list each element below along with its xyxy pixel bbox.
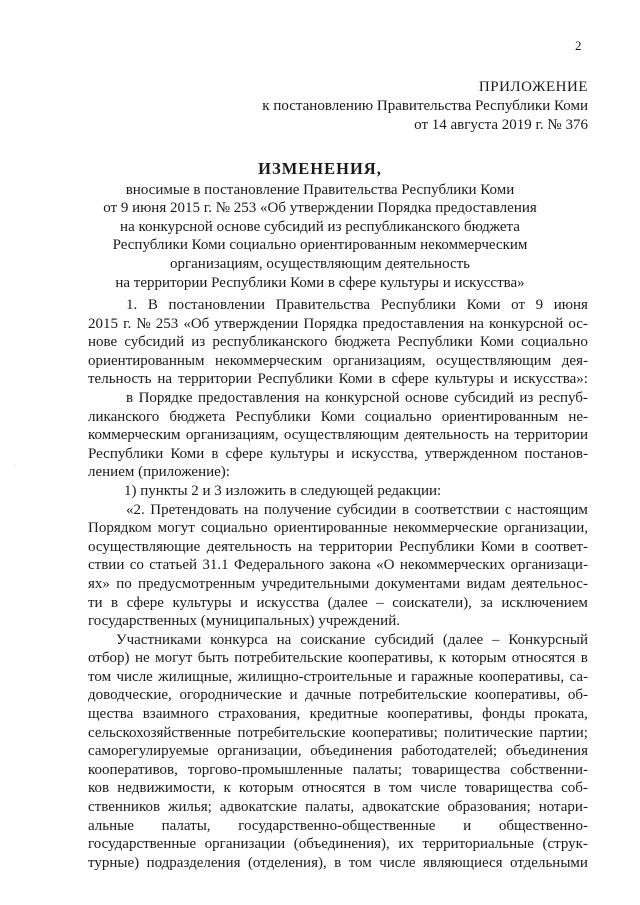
body-word: субсидий (374, 631, 435, 648)
body-word: работодателей; (401, 743, 498, 760)
body-word: числе (116, 668, 153, 685)
body-line (88, 556, 588, 575)
body-word: кооперативы; (351, 724, 438, 741)
body-word: 9 (535, 297, 544, 313)
body-word: настоящим (517, 501, 588, 518)
body-word: которым (238, 780, 294, 797)
body-word: кооперативы, (347, 650, 434, 667)
body-word: № (136, 315, 151, 332)
body-word: респуб- (538, 389, 588, 406)
body-word: ти (88, 594, 103, 611)
body-word: товарищества (464, 780, 553, 797)
body-line (88, 408, 588, 427)
body-word: ос- (568, 315, 588, 332)
body-word: жилья; (168, 799, 212, 816)
body-word: предусмотренным (138, 575, 256, 592)
body-word: социально (200, 520, 268, 537)
body-word: Федерального (234, 557, 325, 574)
body-word: соб- (561, 780, 588, 797)
body-word: искусства»: (513, 371, 588, 388)
body-word: к (438, 650, 447, 667)
body-line: 1) пункты 2 и 3 изложить в следующей редакции: (124, 482, 442, 499)
body-word: тельность (88, 371, 152, 388)
body-word: (объединения), (293, 836, 390, 853)
body-word: Коми (170, 445, 205, 462)
body-line (88, 779, 588, 798)
body-word: и (289, 687, 298, 704)
changes-subtitle-line: организациям, осуществляющим деятельность (170, 255, 470, 272)
body-word: территории (319, 538, 393, 555)
body-word: кредитные (309, 706, 378, 723)
body-word: Республики (88, 445, 164, 462)
body-word: конкурса (210, 631, 268, 648)
body-word: постанов- (524, 445, 588, 462)
body-word: некоммерческие (393, 520, 498, 537)
body-word: культуры (434, 371, 494, 388)
body-line (88, 575, 588, 594)
body-word: ориентированным (441, 408, 559, 425)
body-word: доводческие, (88, 687, 172, 704)
body-word: партии; (539, 724, 588, 741)
body-line (88, 352, 588, 371)
body-word: отдельными (510, 854, 588, 871)
body-word: не (134, 650, 150, 667)
body-line (88, 538, 588, 557)
body-word: ликанского (88, 408, 160, 425)
body-word: общественно- (498, 817, 588, 834)
body-word: организаци- (510, 557, 588, 574)
body-word: в (401, 501, 410, 518)
body-word: политические (444, 724, 533, 741)
appendix-line: к постановлению Правительства Республики Коми (262, 98, 588, 114)
body-word: соответствии (414, 501, 500, 518)
body-line (88, 724, 588, 743)
body-word: ях» (88, 575, 110, 592)
body-word: «Об (183, 315, 210, 332)
body-word: турные) (88, 854, 140, 871)
body-word: кооперативы, (387, 706, 473, 723)
body-word: деятельность (206, 538, 292, 555)
body-word: бюджета (169, 408, 226, 425)
body-word: собственни- (510, 761, 588, 778)
body-word: по (116, 575, 132, 592)
body-word: ственников (88, 799, 161, 816)
body-word: в (211, 445, 219, 462)
body-word: на (243, 501, 259, 518)
body-word: Правительства (275, 297, 371, 313)
body-line (88, 798, 588, 817)
body-word: государственно-общественные (238, 817, 436, 834)
body-word: деятельнос- (511, 575, 588, 592)
body-word: в (373, 780, 381, 797)
body-word: Республики (235, 408, 311, 425)
body-word: субсидий (124, 334, 185, 351)
body-line (88, 742, 588, 761)
body-word: учредительными (261, 575, 370, 592)
body-word: Коми (338, 371, 373, 388)
body-word: организации (204, 836, 286, 853)
body-word: могут (157, 520, 195, 537)
body-word: Порядка (303, 315, 358, 332)
changes-subtitle-line: на конкурсной основе субсидий из республиканского бюджета (120, 218, 520, 235)
body-word: которым (451, 650, 507, 667)
body-word: В (147, 297, 158, 313)
body-word: относятся (511, 650, 576, 667)
body-word: субсидии (336, 501, 397, 518)
body-word: июня (553, 297, 588, 313)
body-line (88, 761, 588, 780)
body-word: са- (569, 668, 588, 685)
body-word: за (480, 594, 493, 611)
body-word: жилищно-строительные (237, 668, 393, 685)
body-word: со (129, 557, 144, 574)
body-word: утвержденном (424, 445, 518, 462)
body-word: торгово-промышленные (187, 761, 343, 778)
body-word: искусства (256, 594, 320, 611)
body-word: и (336, 445, 345, 462)
body-word: саморегулируемые (88, 743, 209, 760)
body-word: кооперативы, (478, 668, 565, 685)
body-word: (далее (327, 594, 368, 611)
changes-subtitle-line: на территории Республики Коми в сфере культуры и искусства» (115, 274, 525, 291)
body-word: из (191, 334, 206, 351)
body-word: Порядке (138, 389, 193, 406)
body-word: исключением (501, 594, 588, 611)
body-word: адвокатские (362, 799, 440, 816)
body-word: социально (521, 334, 588, 351)
body-word: государственные (88, 836, 197, 853)
body-line (88, 817, 588, 836)
body-word: образования; (447, 799, 531, 816)
body-word: на (494, 427, 510, 444)
body-word: некоммерческих (399, 557, 506, 574)
body-word: ков (88, 780, 110, 797)
scan-mark: · (14, 462, 17, 471)
body-word: потребительские (237, 724, 346, 741)
body-line: лением (приложение): (88, 464, 230, 481)
body-word: коммерческим (88, 427, 181, 444)
body-word: осуществляющим (436, 352, 552, 369)
page-number: 2 (575, 38, 582, 53)
body-word: ориентированным (88, 352, 205, 369)
body-line (88, 668, 588, 687)
body-word: республиканского (212, 334, 328, 351)
body-word: альные (88, 817, 134, 834)
body-word: Коми (466, 297, 501, 313)
body-word: кооперативы, (474, 687, 561, 704)
body-word: конкурсной (325, 389, 400, 406)
body-line (88, 296, 588, 315)
body-word: объединения (310, 743, 393, 760)
body-line (88, 835, 588, 854)
body-line (88, 519, 588, 538)
body-word: к (223, 780, 231, 797)
body-word: фонды (482, 706, 526, 723)
body-word: потребительские (234, 650, 343, 667)
body-word: 2015 (88, 315, 118, 332)
body-word: сельскохозяйственные (88, 724, 232, 741)
body-word: жилищные, (158, 668, 233, 685)
body-word: организации, (217, 743, 302, 760)
body-word: Республики (380, 297, 456, 313)
body-line (88, 631, 588, 650)
body-word: на (297, 538, 313, 555)
body-word: быть (197, 650, 229, 667)
body-word: проката, (534, 706, 588, 723)
changes-subtitle-line: от 9 июня 2015 г. № 253 «Об утверждении Порядка предоставления (103, 200, 537, 217)
body-word: дачные (305, 687, 352, 704)
body-word: числе (420, 780, 457, 797)
body-word: нове (88, 334, 118, 351)
body-word: Коми (479, 334, 514, 351)
body-word: подразделения (146, 854, 241, 871)
body-word: соискание (300, 631, 366, 648)
body-word: (отделения), (247, 854, 327, 871)
body-word: сфере (391, 371, 429, 388)
body-word: потребительские (358, 687, 467, 704)
body-word: могут (155, 650, 193, 667)
body-word: «2. (126, 501, 145, 518)
body-word: сфере (126, 594, 164, 611)
body-word: палаты, (305, 799, 355, 816)
body-line (88, 315, 588, 334)
body-word: от (511, 297, 526, 313)
body-word: не- (568, 408, 588, 425)
body-word: ориентированные (273, 520, 388, 537)
body-word: организациям, (332, 352, 426, 369)
body-line: государственных (муниципальных) учреждений. (88, 613, 400, 630)
document-body (88, 296, 588, 872)
body-word: числе (379, 854, 416, 871)
changes-subtitle-line: Республики Коми социально ориентированным некоммерческим (112, 237, 528, 254)
changes-title: ИЗМЕНЕНИЯ, (258, 159, 382, 178)
body-word: культуры (172, 594, 232, 611)
body-word: видам (466, 575, 506, 592)
body-word: утверждении (214, 315, 299, 332)
body-word: бюджета (334, 334, 391, 351)
body-word: соответ- (534, 538, 588, 555)
body-word: с (504, 501, 512, 518)
changes-heading (60, 160, 580, 292)
body-word: недвижимости, (117, 780, 216, 797)
body-word: и (240, 594, 249, 611)
body-word: основе (404, 389, 449, 406)
body-word: сфере (225, 445, 263, 462)
body-word: организациям, (185, 427, 279, 444)
body-word: осуществляющие (88, 538, 201, 555)
body-word: палаты, (161, 817, 211, 834)
appendix-header (262, 78, 588, 135)
appendix-line: от 14 августа 2019 г. № 376 (414, 117, 588, 133)
body-word: конкурсной (488, 315, 564, 332)
body-word: являющиеся (423, 854, 503, 871)
body-word: 1. (126, 297, 138, 313)
body-line (88, 649, 588, 668)
body-word: ствии (88, 557, 125, 574)
appendix-title: ПРИЛОЖЕНИЕ (478, 79, 588, 95)
body-word: в (126, 389, 134, 406)
body-word: Порядком (88, 520, 152, 537)
body-word: «О (376, 557, 395, 574)
body-word: товарищества (412, 761, 501, 778)
body-word: организации, (503, 520, 588, 537)
body-line (88, 426, 588, 445)
body-line (88, 333, 588, 352)
body-line (88, 594, 588, 613)
body-word: страхования, (218, 706, 301, 723)
body-word: закона (329, 557, 371, 574)
body-word: относятся (301, 780, 366, 797)
body-word: субсидий (454, 389, 514, 406)
body-word: – (491, 631, 500, 648)
body-word: территориальные (422, 836, 534, 853)
body-word: 253 (155, 315, 179, 332)
body-word: предоставления (362, 315, 465, 332)
body-word: получение (263, 501, 332, 518)
body-word: статьей (149, 557, 198, 574)
body-word: на (304, 389, 320, 406)
body-word: постановлении (168, 297, 266, 313)
body-word: в (521, 538, 529, 555)
body-line (88, 389, 588, 408)
body-word: социально (364, 408, 432, 425)
body-word: гаражные (411, 668, 474, 685)
body-word: – (376, 594, 384, 611)
body-word: 31.1 (202, 557, 229, 574)
body-word: об- (567, 687, 588, 704)
body-word: в (334, 854, 342, 871)
body-line (88, 686, 588, 705)
body-word: отбор) (88, 650, 130, 667)
body-line (88, 854, 588, 873)
body-word: из (519, 389, 534, 406)
body-word: на (157, 371, 173, 388)
body-line (88, 705, 588, 724)
body-word: Республики (399, 538, 475, 555)
body-word: искусства, (351, 445, 418, 462)
body-word: предоставления (197, 389, 300, 406)
body-line (88, 370, 588, 389)
body-word: кооперативов, (88, 761, 178, 778)
body-word: и (499, 371, 508, 388)
body-word: Коми (320, 408, 355, 425)
body-word: палаты; (352, 761, 403, 778)
body-word: объединения (505, 743, 588, 760)
body-word: территории (514, 427, 588, 444)
body-word: и (463, 817, 472, 834)
body-word: нотари- (538, 799, 588, 816)
body-word: том (388, 780, 412, 797)
body-word: на (469, 315, 484, 332)
body-word: том (348, 854, 372, 871)
body-line (88, 501, 588, 520)
body-word: в (111, 594, 119, 611)
body-word: их (398, 836, 414, 853)
body-word: г. (123, 315, 132, 332)
body-word: в (580, 650, 588, 667)
body-word: Претендовать (150, 501, 239, 518)
body-word: Республики (257, 371, 333, 388)
body-word: на (276, 631, 292, 648)
body-word: и (397, 668, 406, 685)
body-line (88, 445, 588, 464)
body-word: дея- (561, 352, 588, 369)
body-word: Участниками (116, 631, 202, 648)
body-word: соискатели), (392, 594, 472, 611)
body-word: осуществляющим (283, 427, 400, 444)
body-word: в (378, 371, 386, 388)
body-word: взаимного (142, 706, 209, 723)
body-word: (струк- (542, 836, 588, 853)
body-word: территории (177, 371, 252, 388)
body-word: Коми (480, 538, 515, 555)
body-word: Республики (397, 334, 473, 351)
body-word: культуры (269, 445, 330, 462)
body-word: Конкурсный (508, 631, 588, 648)
body-word: адвокатские (219, 799, 298, 816)
body-word: документами (375, 575, 461, 592)
body-word: деятельность (404, 427, 490, 444)
changes-subtitle-line: вносимые в постановление Правительства Республики Коми (125, 181, 515, 198)
body-word: некоммерческим (215, 352, 323, 369)
body-word: щества (88, 706, 134, 723)
body-word: (далее (442, 631, 484, 648)
body-word: огороднические (179, 687, 282, 704)
body-word: том (88, 668, 112, 685)
